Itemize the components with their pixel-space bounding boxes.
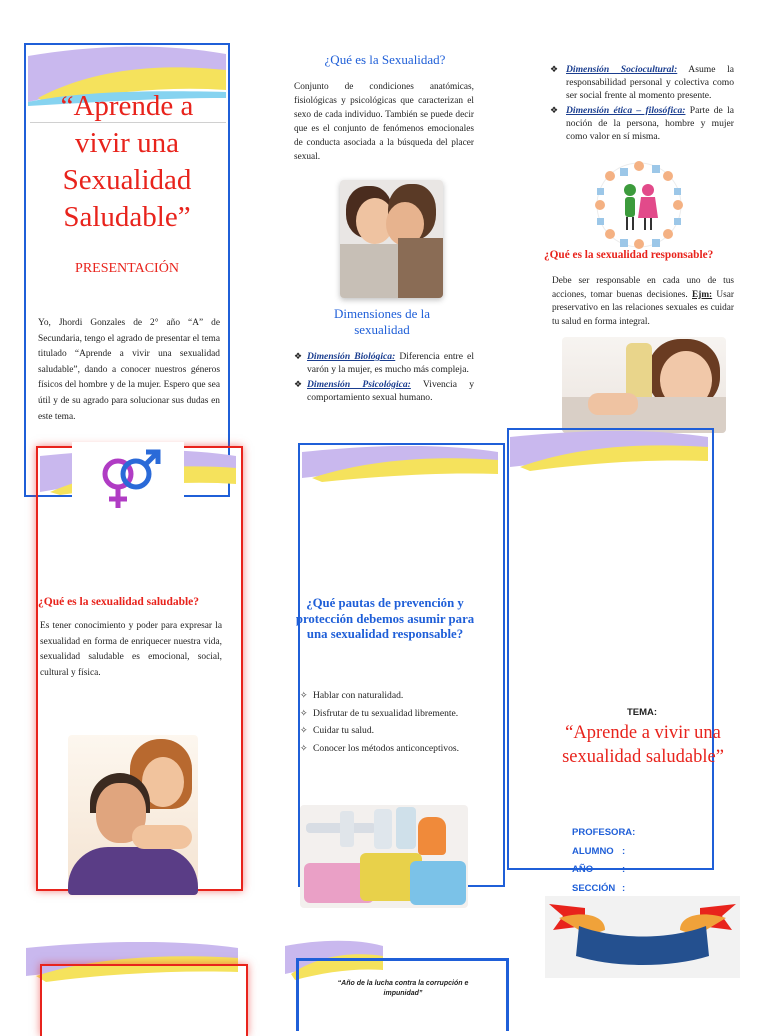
list-item: ✧ Hablar con naturalidad. bbox=[300, 687, 486, 705]
info-row: PROFESORA: bbox=[572, 827, 636, 838]
dimension-name: Dimensión Biológica: bbox=[307, 351, 396, 362]
dimensions-heading: Dimensiones de la sexualidad bbox=[333, 306, 431, 337]
presentation-text: Yo, Jhordi Gonzales de 2° año “A” de Secundaria, tengo el agrado de presentar el tema titulado “Aprende a vivir una sexualidad saludable”, dando a conocer nuestros géneros físicos del hombre y de la mujer. Espero que sea útil y de su agrado para solucionar sus dudas en este tema. bbox=[38, 318, 220, 422]
wave-decoration bbox=[302, 446, 498, 482]
prevention-list bbox=[300, 687, 486, 757]
back-cover-panel bbox=[507, 428, 714, 870]
girl-with-pills-photo bbox=[562, 337, 726, 433]
gender-symbol-icon bbox=[94, 446, 164, 512]
example-label: Ejm: bbox=[692, 289, 713, 300]
healthy-sexuality-heading: ¿Qué es la sexualidad saludable? bbox=[38, 596, 200, 608]
couple-photo bbox=[68, 735, 198, 895]
dimension-text: Diferencia entre el varón y la mujer, es mucho más compleja. bbox=[307, 351, 474, 375]
diamond-bullet-icon: ❖ bbox=[294, 351, 303, 361]
diamond-bullet-icon: ✧ bbox=[300, 707, 308, 718]
back-cover-title: “Aprende a vivir una sexualidad saludable” bbox=[562, 723, 724, 767]
info-row: AÑO : bbox=[572, 864, 626, 875]
diamond-bullet-icon: ✧ bbox=[300, 742, 308, 753]
dimension-text: Vivencia y comportamiento sexual humano. bbox=[307, 379, 474, 403]
dimension-text: Parte de la noción de la persona, hombre y mujer como valor en sí misma. bbox=[566, 105, 735, 142]
list-item bbox=[294, 350, 474, 376]
diamond-bullet-icon: ✧ bbox=[300, 690, 308, 700]
dimension-name: Dimensión ética – filosófica: bbox=[566, 105, 686, 116]
wave-decoration bbox=[510, 431, 708, 471]
dimensions-illustration bbox=[594, 160, 684, 250]
dimension-name: Dimensión Psicológica: bbox=[307, 379, 411, 390]
title-underline bbox=[30, 122, 226, 123]
cover-title: “Aprende a vivir una Sexualidad Saludable” bbox=[60, 90, 194, 233]
bottom-left-panel bbox=[40, 964, 248, 1036]
list-item bbox=[294, 378, 474, 404]
info-row: SECCIÓN : bbox=[572, 882, 626, 894]
footer-motto: “Año de la lucha contra la corrupción e impunidad” bbox=[337, 980, 469, 997]
responsible-heading: ¿Qué es la sexualidad responsable? bbox=[544, 249, 714, 261]
ribbon-banner-icon bbox=[545, 896, 740, 978]
info-row: ALUMNO : bbox=[572, 845, 626, 857]
diamond-bullet-icon: ❖ bbox=[294, 379, 303, 389]
healthy-sexuality-text: Es tener conocimiento y poder para expresar la sexualidad en forma de enriquecer nuestra vida, sexualidad saludable es emocional, social, cultural y física. bbox=[40, 621, 222, 678]
more-dimensions-list bbox=[550, 63, 734, 143]
prevention-heading: ¿Qué pautas de prevención y protección debemos asumir para una sexualidad responsable? bbox=[295, 596, 475, 641]
sexuality-text: Conjunto de condiciones anatómicas, fisiológicas y psicológicas que caracterizan el sexo de cada individuo. También se puede decir que es el conjunto de fenómenos emocionales de conducta asociada a la búsqueda del placer sexual. bbox=[294, 82, 474, 162]
presentation-heading: PRESENTACIÓN bbox=[75, 261, 179, 276]
contraceptives-photo bbox=[300, 805, 468, 908]
kissing-couple-photo bbox=[340, 180, 443, 298]
dimensions-list bbox=[294, 350, 474, 404]
diamond-bullet-icon: ❖ bbox=[550, 64, 559, 74]
dimension-name: Dimensión Sociocultural: bbox=[566, 64, 678, 75]
diamond-bullet-icon: ✧ bbox=[300, 725, 308, 735]
responsible-text: Debe ser responsable en cada uno de tus acciones, tomar buenas decisiones. Ejm: Usar preservativo en las relaciones sexuales es cuidar tu salud en forma integral. bbox=[552, 276, 734, 327]
sexuality-heading: ¿Qué es la Sexualidad? bbox=[324, 52, 446, 67]
list-item bbox=[550, 104, 734, 143]
dimension-text: Asume la responsabilidad personal y colectiva como ser social frente al momento presente. bbox=[566, 64, 734, 101]
list-item: ✧ Cuidar tu salud. bbox=[300, 722, 486, 740]
student-info bbox=[572, 822, 722, 896]
list-item bbox=[550, 63, 734, 102]
list-item: ✧ Conocer los métodos anticonceptivos. bbox=[300, 740, 486, 758]
diamond-bullet-icon: ❖ bbox=[550, 105, 559, 115]
list-item: ✧ Disfrutar de tu sexualidad libremente. bbox=[300, 705, 486, 723]
tema-label: TEMA: bbox=[626, 707, 658, 718]
